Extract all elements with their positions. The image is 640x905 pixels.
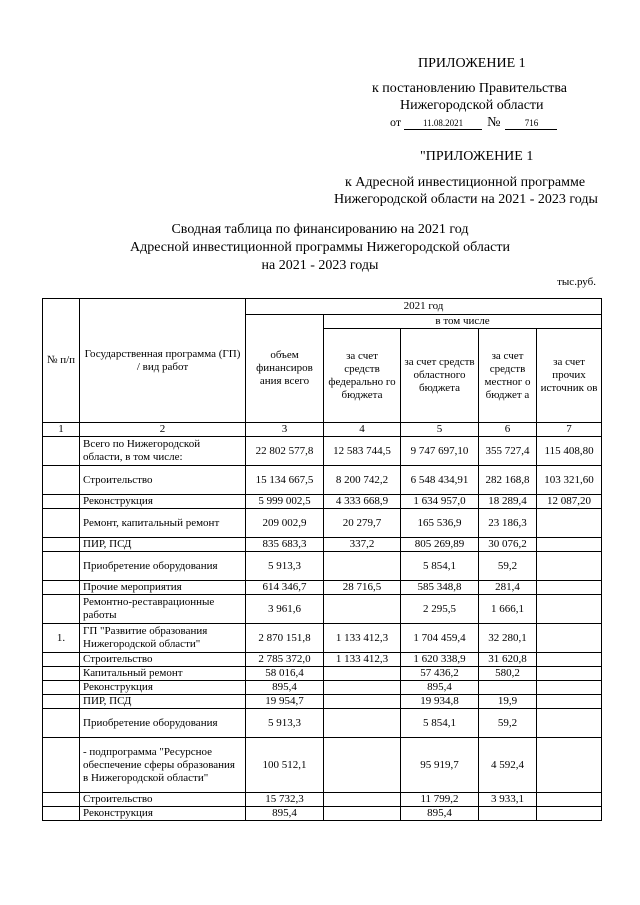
row-name: ПИР, ПСД [80, 695, 246, 709]
header-local: за счет средств местног о бюджет а [479, 329, 537, 423]
appendix-heading-quoted: "ПРИЛОЖЕНИЕ 1 [420, 149, 534, 164]
cell-regional: 19 934,8 [401, 695, 479, 709]
header-federal: за счет средств федерально го бюджета [324, 329, 401, 423]
cell-regional: 585 348,8 [401, 581, 479, 595]
cell-total: 15 732,3 [246, 793, 324, 807]
table-row [43, 793, 602, 807]
row-number [43, 793, 80, 807]
cell-federal [324, 552, 401, 581]
header-year: 2021 год [246, 299, 602, 315]
cell-other: 115 408,80 [537, 437, 602, 466]
cell-federal [324, 807, 401, 821]
decree-number-field [505, 117, 557, 130]
table-row [43, 807, 602, 821]
table-title-line-2: Адресной инвестиционной программы Нижегородской области [130, 240, 510, 255]
appendix-heading: ПРИЛОЖЕНИЕ 1 [418, 56, 526, 71]
cell-other [537, 624, 602, 653]
program-line-1: к Адресной инвестиционной программе [345, 175, 586, 190]
row-number [43, 552, 80, 581]
cell-local: 580,2 [479, 667, 537, 681]
cell-federal: 337,2 [324, 538, 401, 552]
row-number [43, 681, 80, 695]
cell-local [479, 681, 537, 695]
column-number: 5 [401, 423, 479, 437]
row-number: 1. [43, 624, 80, 653]
table-row [43, 552, 602, 581]
cell-local: 282 168,8 [479, 466, 537, 495]
cell-local: 3 933,1 [479, 793, 537, 807]
cell-total: 895,4 [246, 807, 324, 821]
row-name: Реконструкция [80, 681, 246, 695]
row-name: Приобретение оборудования [80, 709, 246, 738]
table-title-line-3: на 2021 - 2023 годы [261, 258, 379, 273]
row-name: Реконструкция [80, 807, 246, 821]
row-number [43, 509, 80, 538]
region-line: Нижегородской области [400, 98, 544, 113]
column-number: 4 [324, 423, 401, 437]
table-row [43, 709, 602, 738]
decree-from-label: от [390, 115, 402, 129]
cell-total: 209 002,9 [246, 509, 324, 538]
cell-total: 58 016,4 [246, 667, 324, 681]
row-number [43, 581, 80, 595]
cell-total: 19 954,7 [246, 695, 324, 709]
cell-federal: 1 133 412,3 [324, 624, 401, 653]
cell-regional: 2 295,5 [401, 595, 479, 624]
row-name: Приобретение оборудования [80, 552, 246, 581]
cell-other [537, 509, 602, 538]
cell-federal [324, 738, 401, 793]
cell-other [537, 695, 602, 709]
cell-regional: 6 548 434,91 [401, 466, 479, 495]
cell-local: 281,4 [479, 581, 537, 595]
row-number [43, 495, 80, 509]
row-number [43, 437, 80, 466]
cell-local: 30 076,2 [479, 538, 537, 552]
header-incl: в том числе [324, 315, 602, 329]
row-number [43, 653, 80, 667]
cell-local: 59,2 [479, 709, 537, 738]
table-title-line-1: Сводная таблица по финансированию на 2021 год [171, 222, 469, 237]
cell-federal: 8 200 742,2 [324, 466, 401, 495]
cell-regional: 1 620 338,9 [401, 653, 479, 667]
table-row [43, 624, 602, 653]
cell-other [537, 807, 602, 821]
cell-regional: 805 269,89 [401, 538, 479, 552]
cell-total: 5 913,3 [246, 552, 324, 581]
row-number [43, 667, 80, 681]
cell-regional: 1 704 459,4 [401, 624, 479, 653]
table-row [43, 695, 602, 709]
cell-local: 1 666,1 [479, 595, 537, 624]
cell-federal: 12 583 744,5 [324, 437, 401, 466]
cell-other [537, 595, 602, 624]
row-number [43, 538, 80, 552]
row-name: Ремонт, капитальный ремонт [80, 509, 246, 538]
decree-date: 11.08.2021 [423, 118, 464, 128]
cell-other: 103 321,60 [537, 466, 602, 495]
decree-date-field [404, 117, 482, 130]
cell-federal [324, 681, 401, 695]
cell-other [537, 581, 602, 595]
column-number: 7 [537, 423, 602, 437]
decree-number-sign: № [487, 115, 501, 130]
cell-total: 5 999 002,5 [246, 495, 324, 509]
table-row [43, 581, 602, 595]
row-number [43, 466, 80, 495]
cell-local: 355 727,4 [479, 437, 537, 466]
units-label: тыс.руб. [557, 276, 596, 288]
cell-regional: 5 854,1 [401, 709, 479, 738]
cell-regional: 5 854,1 [401, 552, 479, 581]
header-num: № п/п [43, 299, 80, 423]
cell-regional: 895,4 [401, 681, 479, 695]
program-line-2: Нижегородской области на 2021 - 2023 годы [334, 192, 598, 207]
cell-federal [324, 709, 401, 738]
row-number [43, 595, 80, 624]
cell-local: 32 280,1 [479, 624, 537, 653]
cell-regional: 895,4 [401, 807, 479, 821]
row-number [43, 695, 80, 709]
cell-federal: 4 333 668,9 [324, 495, 401, 509]
cell-federal [324, 595, 401, 624]
row-name: Прочие мероприятия [80, 581, 246, 595]
cell-regional: 9 747 697,10 [401, 437, 479, 466]
header-other: за счет прочих источник ов [537, 329, 602, 423]
cell-total: 100 512,1 [246, 738, 324, 793]
resolution-line: к постановлению Правительства [372, 81, 568, 96]
cell-total: 5 913,3 [246, 709, 324, 738]
cell-federal: 1 133 412,3 [324, 653, 401, 667]
cell-federal [324, 793, 401, 807]
row-name: Строительство [80, 466, 246, 495]
table-row [43, 667, 602, 681]
table-row [43, 653, 602, 667]
cell-local: 4 592,4 [479, 738, 537, 793]
cell-local: 19,9 [479, 695, 537, 709]
financing-table [42, 298, 602, 821]
column-number: 1 [43, 423, 80, 437]
cell-other [537, 793, 602, 807]
table-row [43, 738, 602, 793]
cell-other [537, 709, 602, 738]
row-name: Строительство [80, 793, 246, 807]
cell-total: 15 134 667,5 [246, 466, 324, 495]
cell-regional: 95 919,7 [401, 738, 479, 793]
cell-total: 2 785 372,0 [246, 653, 324, 667]
cell-federal: 28 716,5 [324, 581, 401, 595]
row-name: Ремонтно-реставрационные работы [80, 595, 246, 624]
row-name: ПИР, ПСД [80, 538, 246, 552]
cell-other [537, 552, 602, 581]
cell-regional: 11 799,2 [401, 793, 479, 807]
decree-line [390, 115, 557, 131]
header-program: Государственная программа (ГП) / вид работ [80, 299, 246, 423]
cell-total: 22 802 577,8 [246, 437, 324, 466]
row-name: ГП "Развитие образования Нижегородской области" [80, 624, 246, 653]
cell-total: 2 870 151,8 [246, 624, 324, 653]
row-name: Строительство [80, 653, 246, 667]
cell-total: 614 346,7 [246, 581, 324, 595]
column-numbers-row [43, 423, 602, 437]
cell-regional: 1 634 957,0 [401, 495, 479, 509]
table-row [43, 681, 602, 695]
header-regional: за счет средств областного бюджета [401, 329, 479, 423]
header-row-year [43, 299, 602, 315]
cell-total: 835 683,3 [246, 538, 324, 552]
table-row [43, 509, 602, 538]
cell-regional: 57 436,2 [401, 667, 479, 681]
table-row [43, 538, 602, 552]
cell-other [537, 653, 602, 667]
column-number: 2 [80, 423, 246, 437]
table-row [43, 437, 602, 466]
cell-other: 12 087,20 [537, 495, 602, 509]
row-name: Всего по Нижегородской области, в том числе: [80, 437, 246, 466]
cell-total: 3 961,6 [246, 595, 324, 624]
cell-local: 18 289,4 [479, 495, 537, 509]
header-total: объем финансиров ания всего [246, 315, 324, 423]
table-row [43, 466, 602, 495]
row-number [43, 709, 80, 738]
row-name: Реконструкция [80, 495, 246, 509]
cell-federal: 20 279,7 [324, 509, 401, 538]
cell-local [479, 807, 537, 821]
column-number: 6 [479, 423, 537, 437]
cell-other [537, 738, 602, 793]
row-number [43, 738, 80, 793]
row-number [43, 807, 80, 821]
row-name: Капитальный ремонт [80, 667, 246, 681]
column-number: 3 [246, 423, 324, 437]
cell-other [537, 667, 602, 681]
table-row [43, 495, 602, 509]
cell-total: 895,4 [246, 681, 324, 695]
cell-regional: 165 536,9 [401, 509, 479, 538]
cell-other [537, 681, 602, 695]
cell-other [537, 538, 602, 552]
cell-federal [324, 695, 401, 709]
cell-local: 59,2 [479, 552, 537, 581]
table-row [43, 595, 602, 624]
cell-federal [324, 667, 401, 681]
row-name: - подпрограмма "Ресурсное обеспечение сферы образования в Нижегородской области" [80, 738, 246, 793]
cell-local: 23 186,3 [479, 509, 537, 538]
decree-number: 716 [524, 118, 539, 128]
cell-local: 31 620,8 [479, 653, 537, 667]
